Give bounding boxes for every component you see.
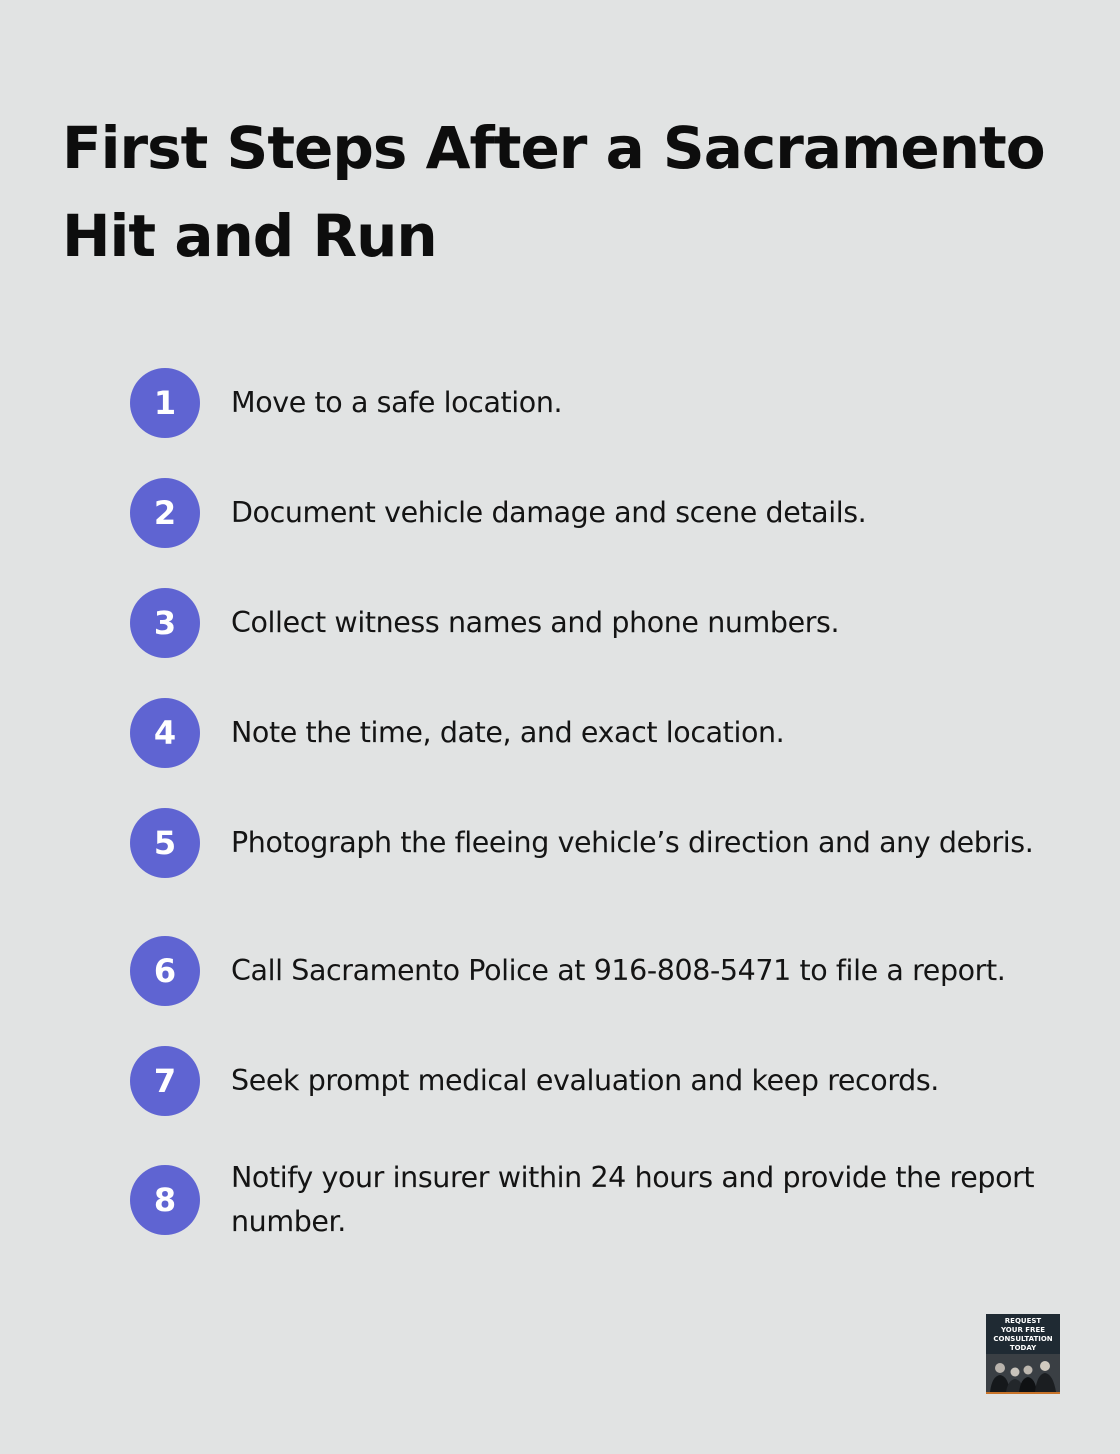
step-text: Note the time, date, and exact location. xyxy=(231,716,785,749)
step-text: Collect witness names and phone numbers. xyxy=(231,606,840,639)
step-text: Photograph the fleeing vehicle’s direction and any debris. xyxy=(231,826,1034,859)
step-text: Notify your insurer within 24 hours and provide the report number. xyxy=(231,1161,1035,1238)
step-text: Seek prompt medical evaluation and keep records. xyxy=(231,1064,939,1097)
step-text: Document vehicle damage and scene details. xyxy=(231,496,867,529)
step-number-badge: 2 xyxy=(130,478,200,548)
step-number-badge: 7 xyxy=(130,1046,200,1116)
step-text: Move to a safe location. xyxy=(231,386,563,419)
consultation-badge-text: REQUEST YOUR FREE CONSULTATION TODAY xyxy=(993,1317,1053,1352)
step-number-badge: 5 xyxy=(130,808,200,878)
step-number-badge: 1 xyxy=(130,368,200,438)
consultation-badge[interactable] xyxy=(986,1314,1060,1394)
step-number-badge: 4 xyxy=(130,698,200,768)
step-item xyxy=(130,1046,1070,1116)
step-item xyxy=(130,936,1070,1006)
attorneys-photo-icon xyxy=(986,1354,1060,1394)
step-item xyxy=(130,698,1070,768)
step-item xyxy=(130,478,1070,548)
step-item xyxy=(130,808,1070,878)
step-number-badge: 3 xyxy=(130,588,200,658)
step-number-badge: 6 xyxy=(130,936,200,1006)
page-title: First Steps After a Sacramento Hit and Run xyxy=(62,114,1045,270)
step-item xyxy=(130,1156,1070,1244)
step-text: Call Sacramento Police at 916-808-5471 to file a report. xyxy=(231,954,1006,987)
step-number-badge: 8 xyxy=(130,1165,200,1235)
step-item xyxy=(130,368,1070,438)
step-item xyxy=(130,588,1070,658)
